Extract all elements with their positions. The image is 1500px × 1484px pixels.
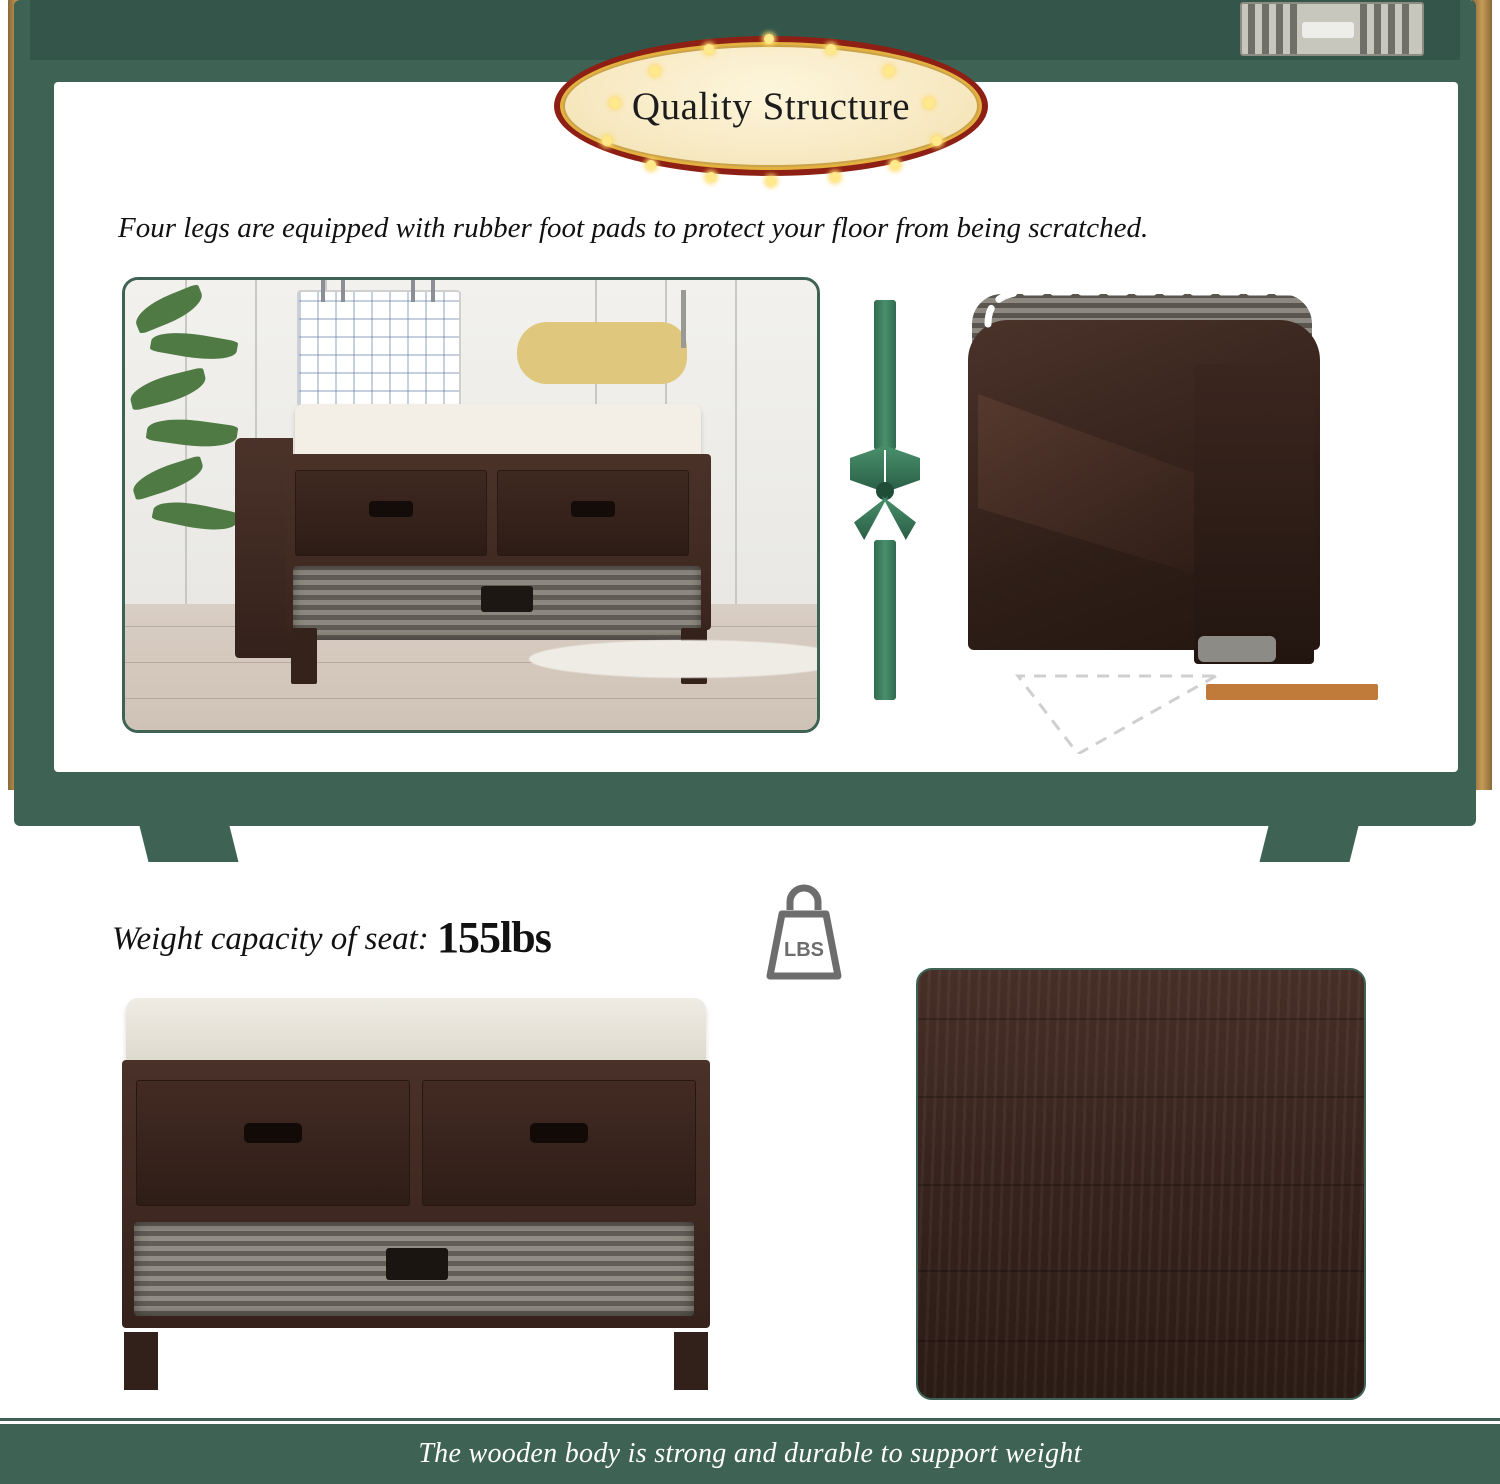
leg-post	[1194, 364, 1314, 664]
bench-front-photo	[96, 990, 736, 1390]
bench-body	[285, 454, 711, 630]
title-badge	[554, 36, 988, 176]
bench-drawer-left	[136, 1080, 410, 1206]
drawer-pull-icon	[369, 501, 413, 517]
wall-hook	[681, 290, 686, 348]
lbs-icon-text: LBS	[784, 939, 824, 961]
drawer-pull-icon	[244, 1123, 302, 1143]
bench-cushion	[126, 998, 706, 1062]
quality-structure-panel	[8, 0, 1492, 830]
bench-drawer-right	[497, 470, 689, 556]
basket-handle-icon	[386, 1248, 448, 1280]
bench-drawer-left	[295, 470, 487, 556]
frame-leg-left	[140, 826, 239, 862]
weight-capacity-value: 155lbs	[437, 913, 551, 962]
footer-bar	[0, 1424, 1500, 1484]
rubber-foot-pad	[1198, 636, 1276, 662]
wood-texture-photo	[916, 968, 1366, 1400]
ribbon-divider	[850, 300, 920, 700]
floor-rug	[529, 640, 820, 678]
headline-text: Four legs are equipped with rubber foot pads to protect your floor from being scratched.	[118, 212, 1149, 244]
orange-accent-tab	[1206, 684, 1378, 700]
basket-handle-icon	[481, 586, 533, 612]
footer-divider	[0, 1418, 1500, 1421]
bench-cushion	[295, 404, 701, 460]
bench-leg	[674, 1332, 708, 1390]
vent-icon	[1240, 2, 1424, 56]
footer-text: The wooden body is strong and durable to support weight	[418, 1438, 1082, 1469]
bench-in-room	[229, 394, 729, 684]
bench-woven-basket	[293, 566, 701, 640]
bench-leg	[124, 1332, 158, 1390]
drawer-pull-icon	[530, 1123, 588, 1143]
weight-capacity-line	[112, 912, 551, 963]
vent-knob	[1302, 22, 1354, 38]
bench-woven-basket	[134, 1222, 694, 1316]
room-scene-photo	[122, 277, 820, 733]
ribbon-bow-icon	[850, 440, 920, 544]
bench-leg	[291, 628, 317, 684]
pillow-decor	[517, 322, 687, 384]
drawer-pull-icon	[571, 501, 615, 517]
lbs-weight-icon	[756, 880, 852, 984]
content-card	[54, 82, 1458, 772]
frame-leg-right	[1260, 826, 1359, 862]
bench-body	[122, 1060, 710, 1328]
bench-drawer-right	[422, 1080, 696, 1206]
badge-title-text: Quality Structure	[631, 84, 911, 128]
weight-capacity-label: Weight capacity of seat:	[112, 921, 429, 957]
